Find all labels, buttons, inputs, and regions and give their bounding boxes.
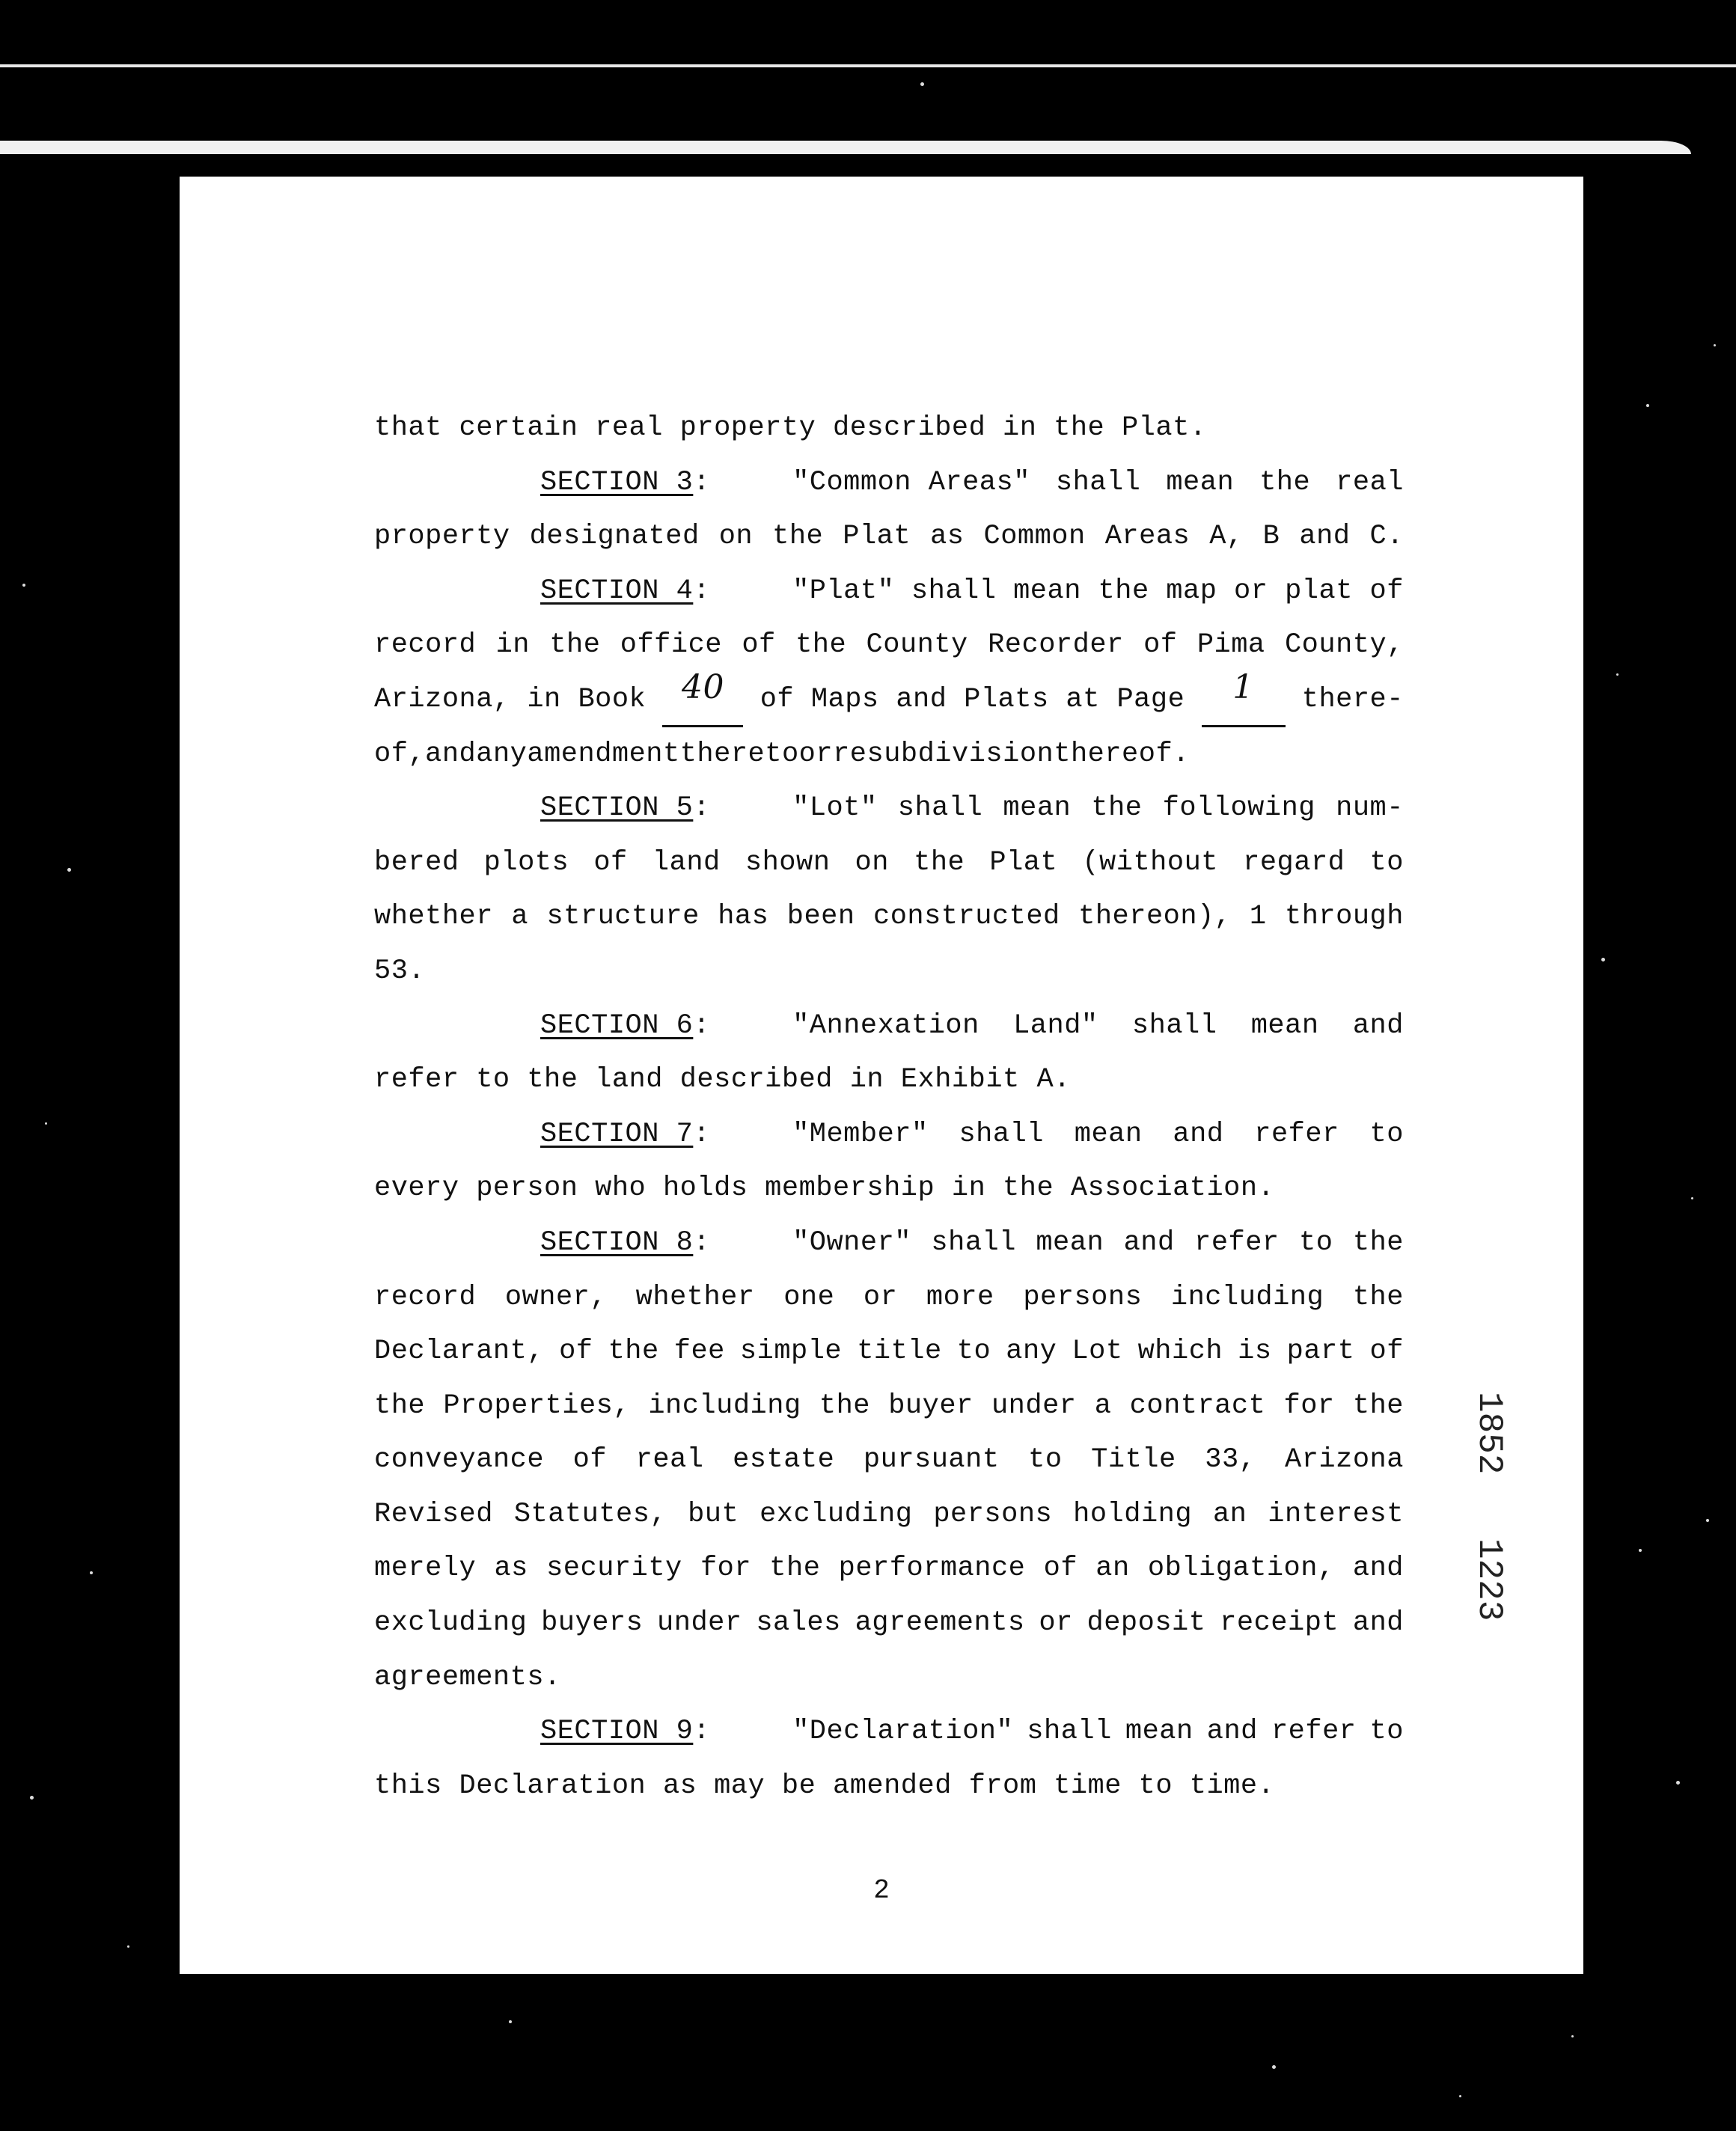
text-line: this Declaration as may be amended from time to time. <box>374 1770 1275 1802</box>
scan-speck <box>1459 2095 1461 2097</box>
section-heading: SECTION 7 <box>540 1118 694 1150</box>
scan-speck <box>1639 1549 1642 1552</box>
section-heading: SECTION 4 <box>540 575 694 607</box>
scan-speck <box>1706 1519 1709 1522</box>
text-line: Arizona, in Book 40 of Maps and Plats at Page 1 there- <box>374 673 1404 727</box>
text-line: SECTION 9: "Declaration" shall mean and refer to <box>540 1716 1404 1748</box>
section-heading: SECTION 8 <box>540 1226 694 1259</box>
text-line: that certain real property described in the Plat. <box>374 412 1207 444</box>
scan-speck <box>1691 1197 1693 1199</box>
text-line: of, and any amendment thereto or resubdivision thereof. <box>374 738 1190 770</box>
text-line: SECTION 3: "Common Areas" shall mean the real <box>540 466 1404 498</box>
text-line: record owner, whether one or more persons including the <box>374 1281 1404 1313</box>
scan-speck <box>920 82 924 86</box>
scan-edge-line <box>0 64 1736 67</box>
document-body <box>374 401 1404 1813</box>
text-line: property designated on the Plat as Common Areas A, B and C. <box>374 521 1404 553</box>
page-number: 2 <box>873 1875 890 1906</box>
text-line: SECTION 4: "Plat" shall mean the map or plat of <box>540 575 1404 607</box>
scan-speck <box>1272 2065 1276 2069</box>
text-line: 53. <box>374 955 426 987</box>
text-line: the Properties, including the buyer under a contract for the <box>374 1389 1404 1422</box>
document-page <box>180 177 1583 1974</box>
text-line: refer to the land described in Exhibit A. <box>374 1064 1071 1096</box>
scan-speck <box>67 868 71 872</box>
section-heading: SECTION 6 <box>540 1009 694 1042</box>
text-line: Declarant, of the fee simple title to any Lot which is part of <box>374 1336 1404 1368</box>
scan-edge-bar <box>0 141 1691 154</box>
text-line: excluding buyers under sales agreements or deposit receipt and <box>374 1607 1404 1639</box>
text-line: merely as security for the performance of an obligation, and <box>374 1553 1404 1585</box>
text-line: bered plots of land shown on the Plat (without regard to <box>374 846 1404 878</box>
text-line: SECTION 7: "Member" shall mean and refer to <box>540 1118 1404 1150</box>
text-line: SECTION 6: "Annexation Land" shall mean and <box>540 1009 1404 1042</box>
text-line: Revised Statutes, but excluding persons holding an interest <box>374 1498 1404 1530</box>
scan-speck <box>127 1945 129 1948</box>
text-line: whether a structure has been constructed thereon), 1 through <box>374 901 1404 933</box>
text-line: every person who holds membership in the Association. <box>374 1172 1275 1205</box>
scan-speck <box>1571 2035 1574 2037</box>
text-line: SECTION 5: "Lot" shall mean the following num- <box>540 792 1404 825</box>
scan-speck <box>1616 673 1619 676</box>
scan-speck <box>1714 344 1716 346</box>
docket-number-bottom: 1223 <box>1470 1538 1509 1621</box>
scan-speck <box>1601 958 1605 961</box>
scan-speck <box>90 1571 93 1574</box>
scan-speck <box>45 1122 47 1125</box>
text-line: agreements. <box>374 1661 561 1693</box>
scan-speck <box>1646 404 1649 407</box>
scan-speck <box>1676 1781 1680 1785</box>
text-line: conveyance of real estate pursuant to Title 33, Arizona <box>374 1444 1404 1476</box>
scan-speck <box>509 2020 512 2023</box>
text-line: SECTION 8: "Owner" shall mean and refer to the <box>540 1226 1404 1259</box>
scan-speck <box>22 584 25 587</box>
text-line: record in the office of the County Recorder of Pima County, <box>374 629 1404 661</box>
section-heading: SECTION 9 <box>540 1716 694 1748</box>
section-heading: SECTION 3 <box>540 466 694 498</box>
docket-number-top: 1852 <box>1470 1392 1509 1475</box>
book-number-field: 40 <box>662 673 743 727</box>
scan-speck <box>30 1796 34 1800</box>
page-number-field: 1 <box>1202 673 1286 727</box>
docket-stamp <box>1467 1392 1512 1646</box>
section-heading: SECTION 5 <box>540 792 694 825</box>
